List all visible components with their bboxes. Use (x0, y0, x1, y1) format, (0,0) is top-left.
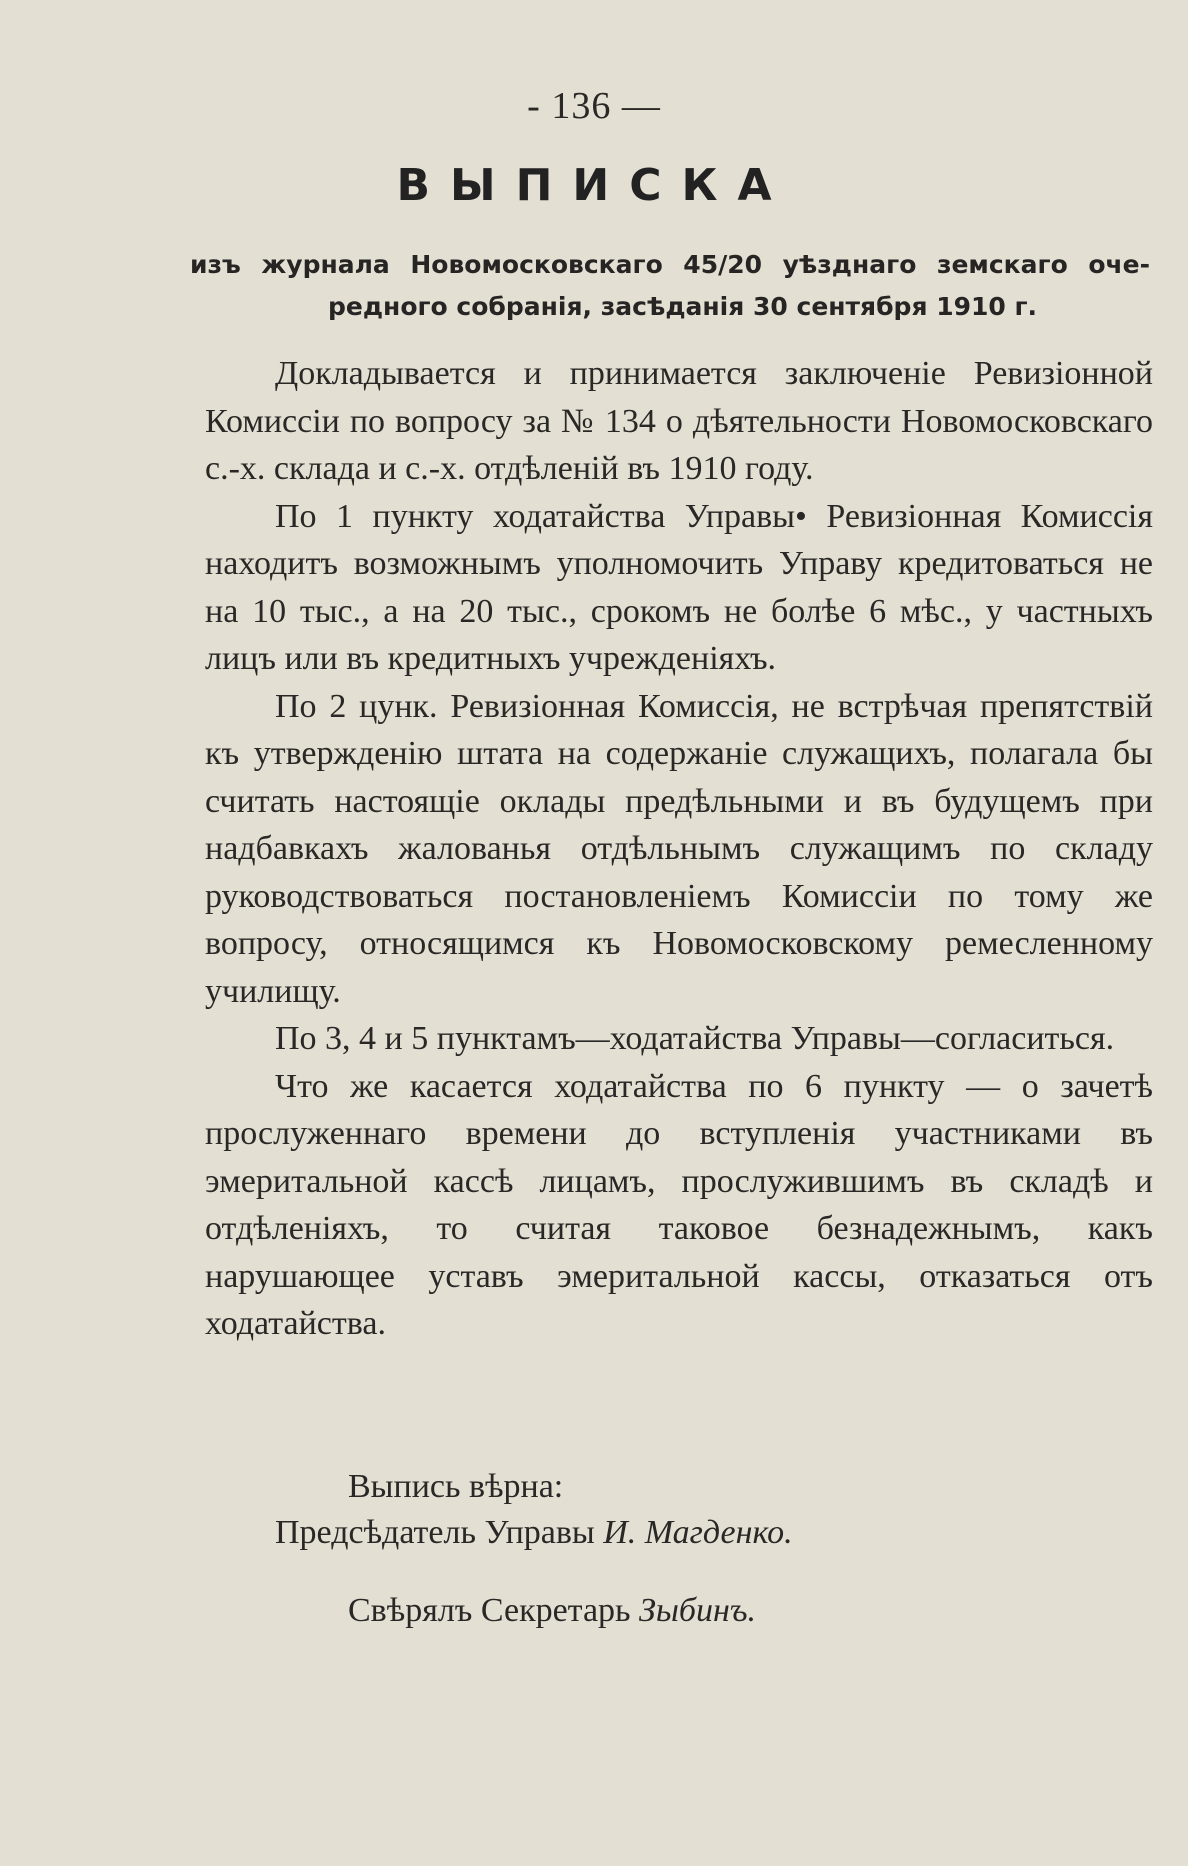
subtitle-line: редного собранія, засѣданія 30 сентября 1910 г. (328, 292, 1038, 321)
chairman-label: Предсѣдатель Управы (275, 1514, 595, 1551)
chairman-name: И. Магденко. (603, 1514, 793, 1551)
document-title: ВЫПИСКА (396, 160, 792, 211)
paragraph: Докладывается и принимается заключеніе Ревизіонной Комиссіи по вопросу за № 134 о дѣятельности Новомосковскаго с.-х. склада и с.-х. отдѣленій въ 1910 году. (205, 355, 1153, 487)
paragraph: По 3, 4 и 5 пунктамъ—ходатайства Управы—согласиться. (275, 1020, 1115, 1057)
page-number: - 136 — (527, 85, 661, 127)
paragraph: По 2 цунк. Ревизіонная Комиссія, не встрѣчая препятствій къ утвержденію штата на содержаніе служащихъ, полагала бы считать настоящіе оклады предѣльными и въ будущемъ при надбавкахъ жалованья отдѣльнымъ служащимъ по складу руководствоваться постановленіемъ Комиссіи по тому же вопросу, относящимся къ Новомосковскому ремесленному училищу. (205, 687, 1153, 1010)
paragraph: По 1 пункту ходатайства Управы• Ревизіонная Комиссія находитъ возможнымъ уполномочить Управу кредитоваться не на 10 тыс., а на 20 тыс., срокомъ не болѣе 6 мѣс., у частныхъ лицъ или въ кредитныхъ учрежденіяхъ. (205, 497, 1153, 677)
secretary-name: Зыбинъ. (639, 1592, 757, 1629)
signature-attest: Выпись вѣрна: (348, 1468, 564, 1505)
secretary-label: Свѣрялъ Секретарь (348, 1592, 631, 1629)
subtitle-line: изъ журнала Новомосковскаго 45/20 уѣзднаго земскаго оче- (190, 250, 1150, 279)
paragraph: Что же касается ходатайства по 6 пункту — о зачетѣ прослуженнаго времени до вступленія участниками въ эмеритальной кассѣ лицамъ, прослужившимъ въ складѣ и отдѣленіяхъ, то считая таковое безнадежнымъ, какъ нарушающее уставъ эмеритальной кассы, отказаться отъ ходатайства. (205, 1067, 1153, 1342)
document-subtitle (190, 244, 1150, 328)
signature-chairman (0, 1514, 1188, 1552)
signature-secretary (0, 1592, 1188, 1630)
document-body (205, 350, 1153, 1348)
